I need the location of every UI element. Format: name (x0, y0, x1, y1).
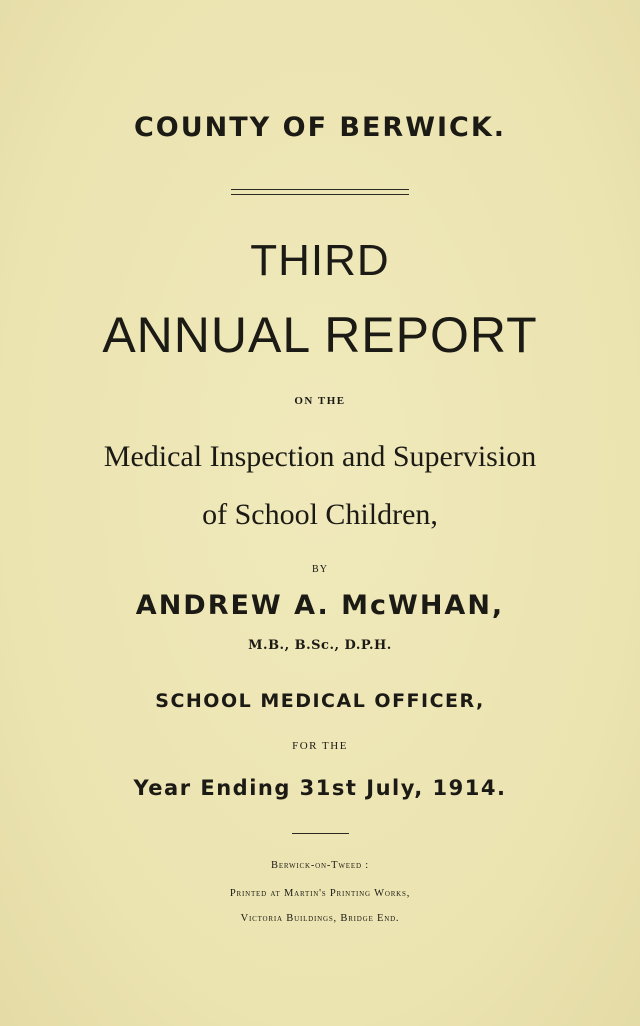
subject-line-2: of School Children, (202, 498, 438, 531)
author-position: SCHOOL MEDICAL OFFICER, (155, 690, 485, 712)
imprint-line-3: Victoria Buildings, Bridge End. (240, 913, 400, 924)
short-rule-divider (292, 833, 349, 834)
on-the-connector: ON THE (294, 395, 346, 407)
for-the-connector: FOR THE (292, 740, 348, 752)
imprint-line-2: Printed at Martin's Printing Works, (229, 888, 411, 899)
author-degrees: M.B., B.Sc., D.P.H. (248, 638, 392, 653)
author-name: ANDREW A. McWHAN, (135, 590, 505, 621)
double-rule-divider (231, 189, 409, 195)
report-title: ANNUAL REPORT (102, 307, 538, 363)
subject-line-1: Medical Inspection and Supervision (103, 440, 537, 473)
county-heading: COUNTY OF BERWICK. (133, 112, 507, 143)
report-ordinal: THIRD (250, 236, 390, 285)
by-connector: BY (312, 564, 328, 575)
report-period: Year Ending 31st July, 1914. (133, 776, 507, 800)
imprint-line-1: Berwick-on-Tweed : (271, 860, 369, 871)
